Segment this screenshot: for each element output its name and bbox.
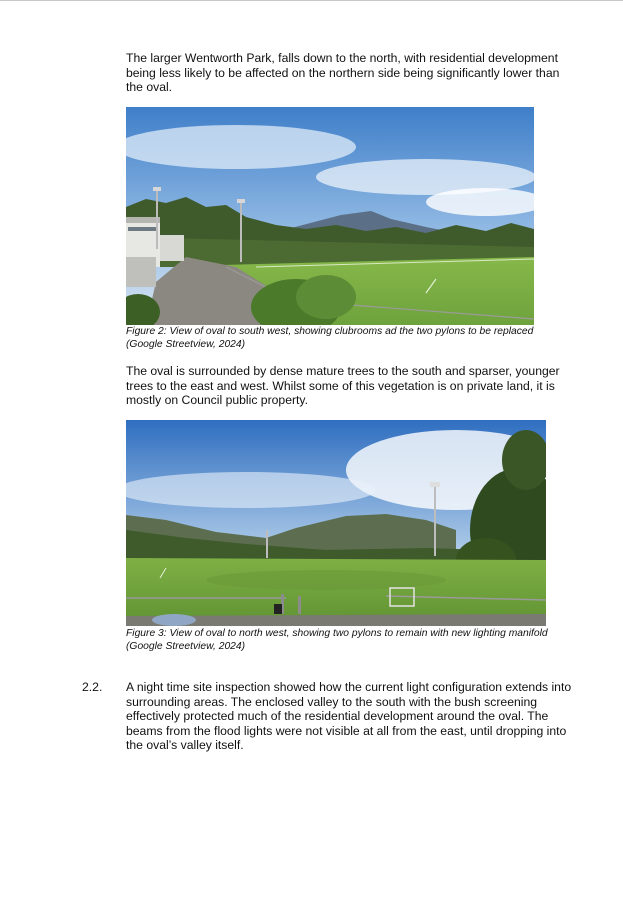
figure-2-photo: [126, 107, 534, 325]
figure-2-caption: Figure 2: View of oval to south west, showing clubrooms ad the two pylons to be replaced (Google Streetview, 2024): [126, 326, 534, 351]
page-top-border: [0, 0, 623, 1]
intro-paragraph: The larger Wentworth Park, falls down to the north, with residential development being less likely to be affected on the northern side being significantly lower than the oval.: [126, 51, 560, 95]
figure-3-photo: [126, 420, 546, 626]
section-2-2-paragraph: A night time site inspection showed how the current light configuration extends into surrounding areas. The enclosed valley to the south with the bush screening effectively protected much of the residential development around the oval. The beams from the flood lights were not visible at all from the east, until dropping into the oval’s valley itself.: [126, 680, 572, 753]
section-number: 2.2.: [82, 680, 103, 694]
vegetation-paragraph: The oval is surrounded by dense mature trees to the south and sparser, younger trees to the east and west. Whilst some of this vegetation is on private land, it is mostly on Council public property.: [126, 364, 560, 408]
figure-3-caption: Figure 3: View of oval to north west, showing two pylons to remain with new lighting manifold (Google Streetview, 2024): [126, 628, 548, 653]
